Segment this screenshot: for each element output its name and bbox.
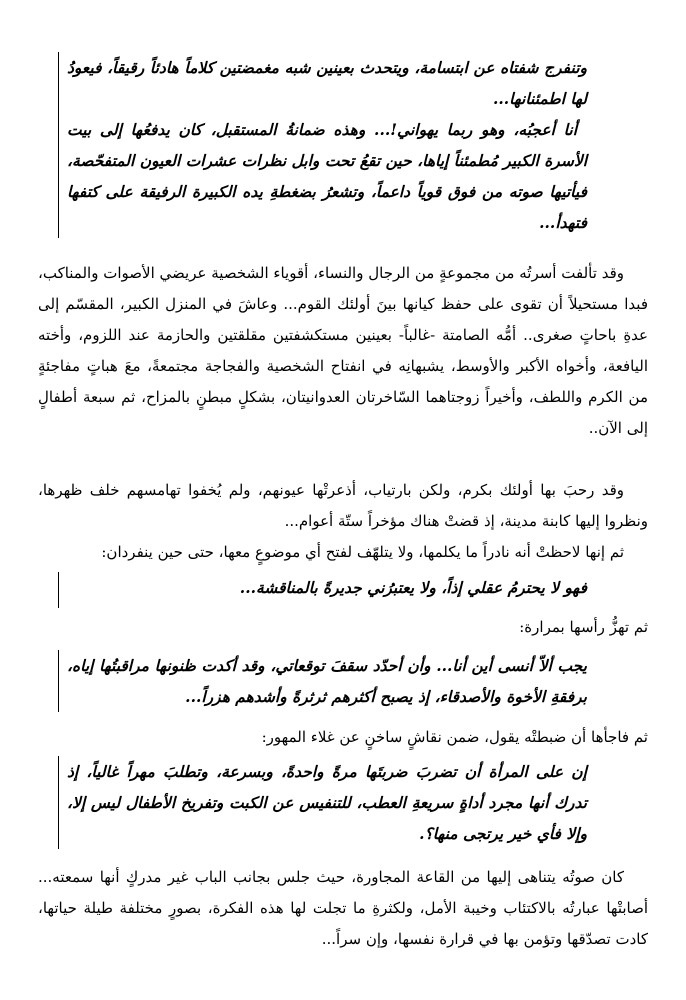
body-paragraph: وقد تألفت أسرتُه من مجموعةٍ من الرجال والنساء، أقوياء الشخصية عريضي الأصوات والمناكب، فبدا مستحيلاً أن تقوى على حفظ كيانها بينَ أولئك القوم... وعاشَ في المنزل الكبير، المقسّم إلى عدةِ باحاتٍ صغرى.. أمُّه الصامتة -غالباً- بعينين مستكشفتين مقلقتين والحازمة عند اللزوم، وأخته اليافعة، وأخواه الأكبر والأوسط، يشبهانِه في انفتاح الشخصية والفجاجة مجتمعةً، معَ هباتٍ مفاجئةٍ من الكرم واللطف، وأخيراً زوجتاهما السّاخرتان العدوانيتان، بشكلٍ مبطنٍ بالمزاح، ثم سبعة أطفالٍ إلى الآن.. xyxy=(38,264,648,437)
body-paragraph: وقد رحبَ بها أولئك بكرم، ولكن بارتياب، أذعرتْها عيونهم، ولم يُخفوا تهامسهم خلف ظهرها، ونظروا إليها كابنة مدينة، إذ قضتْ هناك مؤخراً ستّة أعوام... xyxy=(38,481,648,530)
quote-paragraph: فهو لا يحترمُ عقلي إذاً، ولا يعتبرُني جديرةً بالمناقشة... xyxy=(239,578,587,597)
quote-paragraph: يجب ألاّ أنسى أين أنا... وأن أحدّد سقفَ توقعاتي، وقد أكدت ظنونها مراقبتُها إياه، برفقةِ الأخوة والأصدقاء، إذ يصبح أكثرهم ثرثرةً وأشدهم هزراً... xyxy=(67,656,587,706)
body-paragraph: ثم إنها لاحظتْ أنه نادراً ما يكلمها، ولا يتلهّف لفتح أي موضوعٍ معها، حتى حين ينفردان: xyxy=(101,543,624,561)
quote-paragraph: وتنفرج شفتاه عن ابتسامة، ويتحدث بعينين شبه مغمضتين كلاماً هادئاً رقيقاً، فيعودُ لها اطمئنانها... xyxy=(67,58,587,108)
quote-block-3 xyxy=(58,650,605,712)
paragraph-6 xyxy=(38,862,648,955)
quote-paragraph: إن على المرأة أن تضربَ ضربتَها مرةً واحدةً، وبسرعة، وتطلبَ مهراً غالياً، إذ تدرك أنها مجرد أداةٍ سريعةِ العطب، للتنفيس عن الكبت وتفريخ الأطفال ليس إلا، وإلا فأي خير يرتجى منها؟. xyxy=(67,762,587,843)
paragraph-4 xyxy=(38,612,648,643)
body-paragraph: كان صوتُه يتناهى إليها من القاعة المجاورة، حيث جلس بجانب الباب غير مدركٍ أنها سمعته... أصابتْها عبارتُه بالاكتئاب وخيبة الأمل، ولكثرةِ ما تجلت لها هذه الفكرة، بصورٍ مختلفة طيلة حياتها، كادت تصدّقها وتؤمن بها في قرارة نفسها، وإن سراً... xyxy=(38,868,648,948)
body-paragraph: ثم تهزُّ رأسها بمرارة: xyxy=(519,618,648,636)
paragraph-1 xyxy=(38,258,648,444)
quote-block-1 xyxy=(58,52,591,238)
body-paragraph: ثم فاجأها أن ضبطتْه يقول، ضمن نقاشٍ ساخنٍ عن غلاء المهور: xyxy=(261,728,648,746)
paragraph-5 xyxy=(38,722,648,753)
quote-block-4 xyxy=(58,756,605,849)
paragraph-3 xyxy=(38,537,648,568)
quote-block-2 xyxy=(58,572,605,608)
paragraph-2 xyxy=(38,475,648,537)
quote-paragraph: أنا أعجبُه، وهو ربما يهواني!... وهذه ضمانةُ المستقبل، كان يدفعُها إلى بيت الأسرة الكبير مُطمئناً إياها، حين تقعُ تحت وابل نظرات عشرات العيون المتفحّصة، فيأتيها صوته من فوق قوياً داعماً، وتشعرُ بضغطةِ يده الكبيرة الرفيقة على كتفها فتهدأ... xyxy=(67,120,587,232)
